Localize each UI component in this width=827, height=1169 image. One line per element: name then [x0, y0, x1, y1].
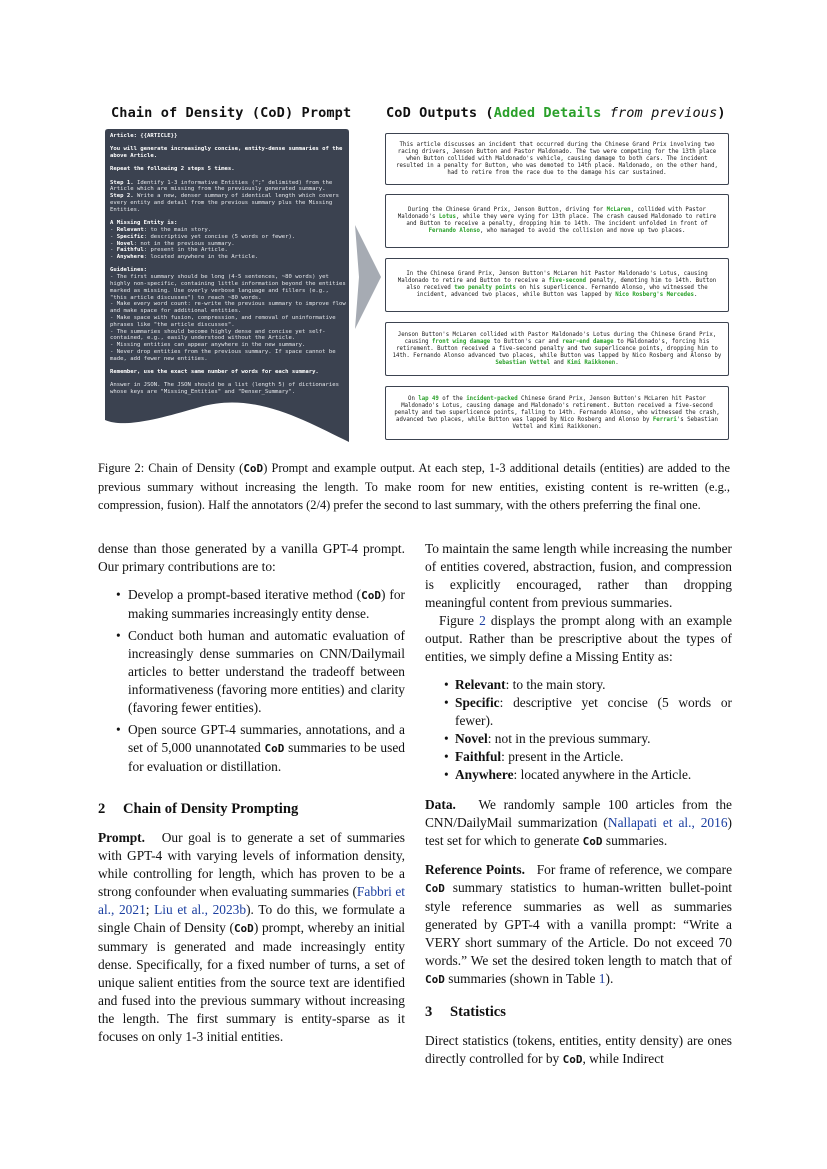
summary-text: and [550, 359, 568, 366]
prompt-missing-item: - Faithful: present in the Article. [110, 247, 228, 254]
list-item: • Relevant: to the main story. [425, 676, 732, 694]
prompt-step-2: Step 2. Write a new, denser summary of identical length which covers every entity and detail from the previous summary plus the Missing Entities. [110, 193, 340, 213]
outputs-panel-title [386, 105, 726, 121]
paragraph: Direct statistics (tokens, entities, entity density) are ones directly controlled for by CoD, while Indirect [425, 1033, 732, 1066]
summary-text: . [615, 359, 619, 366]
added-entity: Kimi Raikkonen [567, 359, 616, 366]
cod-output-5 [385, 386, 729, 440]
caption-code: CoD [243, 462, 264, 475]
paragraph: Reference Points. For frame of reference, we compare CoD summary statistics to human-written bullet-point style reference summaries as well as summaries generated by GPT-4 with a vanilla prompt: “Write a VERY short summary of the Article. Do not exceed 70 words.” We set the desired token length to match that of CoD summaries (shown in Table 1). [425, 862, 733, 986]
added-entity: incident-packed [466, 395, 518, 402]
added-entity: two penalty points [454, 285, 516, 291]
summary-text: Chinese Grand Prix, Jenson Button's McLaren hit Pastor Maldonado's Lotus, causing damage and Maldonado's retirement. Button received a five-second penalty and two superlicence points, falling to 14th. Fernando Alonso, who witnessed the crash, advanced two places, while Button was lapped by Nico Rosberg and Alonso by [394, 395, 720, 423]
summary-text: to Button's car and [490, 338, 563, 345]
list-item: • Novel: not in the previous summary. [425, 730, 732, 748]
summary-text: of the [438, 395, 467, 402]
prompt-guideline: - Never drop entities from the previous summary. If space cannot be made, add fewer new entities. [110, 349, 336, 362]
prompt-text [110, 133, 348, 403]
paragraph: dense than those generated by a vanilla GPT-4 prompt. Our primary contributions are to: [98, 541, 405, 574]
prompt-panel-title: Chain of Density (CoD) Prompt [111, 105, 352, 121]
summary-text: to Maldonado's, forcing his retirement. Button received a five-second penalty and two superlicence points, dropping him to 14th. Fernando Alonso advanced two places, while Button was lapped by Nico Rosberg and Alonso by [392, 338, 722, 359]
added-entity: Ferrari [652, 416, 677, 423]
contributions-list [98, 586, 405, 776]
summary-text: , while they were vying for 13th place. The crash caused Maldonado to retire and Button to receive a penalty, dropping him to 14th. The incident unfolded in front of [406, 214, 717, 227]
added-entity: front wing damage [432, 338, 491, 345]
paragraph: Prompt. Our goal is to generate a set of summaries with GPT-4 with varying levels of information density, while controlling for length, which has proven to be a strong confounder when evaluating summaries (Fabbri et al., 2021; Liu et al., 2023b). To do this, we formulate a single Chain of Density (CoD) prompt, whereby an initial summary is generated and made increasingly entity dense. Specifically, for a fixed number of turns, a set of unique salient entities from the source text are identified and fused into the previous summary without increasing the length. The first summary is entity-sparse as it focuses on only 1-3 initial entities. [98, 830, 406, 1044]
added-entity: Nico Rosberg's Mercedes [615, 292, 694, 298]
paragraph: To maintain the same length while increasing the number of entities covered, abstraction, fusion, and compression is explicitly encouraged, rather than dropping meaningful content from previous summaries. [425, 541, 732, 610]
outputs-title-from-previous: from previous [601, 105, 718, 121]
cod-output-text [392, 271, 722, 299]
missing-entity-list [425, 676, 732, 784]
summary-text: 's Sebastian Vettel and Kimi Raikkonen. [512, 416, 718, 430]
prompt-guidelines: Guidelines: - The first summary should be long (4-5 sentences, ~80 words) yet highly non-specific, containing little information beyond the entities marked as missing. Use overly verbose language and fillers (e.g., "this article discusses") to reach ~80 words. - Make every word count: re-write the previous summary to improve flow and make space for additional entities. - Make space with fusion, compression, and removal of uninformative phrases like "the article discusses". - The summaries should become highly dense and concise yet self-contained, e.g., easily understood without the Article. - Missing entities can appear anywhere in the new summary. - Never drop entities from the previous summary. If space cannot be made, add fewer new entities. [110, 267, 348, 362]
summary-text: Jenson Button's McLaren collided with Pastor Maldonado's Lotus during the Chinese Grand Prix, causing [397, 331, 717, 345]
summary-text: . [693, 292, 698, 298]
prompt-step-1: Step 1. Identify 1-3 informative Entities (";" delimited) from the Article which are missing from the previously generated summary. [110, 179, 333, 193]
prompt-guideline: - Make space with fusion, compression, and removal of uninformative phrases like "the article discusses". [110, 315, 336, 328]
added-entity: Sebastian Vettel [495, 359, 551, 366]
summary-text: on his superlicence. Fernando Alonso, who witnessed the incident, advanced two places, while Button was lapped by [416, 285, 708, 298]
cod-output-text [392, 396, 722, 431]
cod-output-3 [385, 258, 729, 312]
flow-arrow-icon [355, 225, 381, 329]
prompt-remember: Remember, use the exact same number of words for each summary. [110, 369, 319, 376]
list-item: • Faithful: present in the Article. [425, 748, 732, 766]
prompt-steps [110, 180, 348, 214]
prompt-missing-item: - Novel: not in the previous summary. [110, 240, 235, 247]
list-item: • Anywhere: located anywhere in the Article. [425, 766, 732, 784]
prompt-missing-item: - Anywhere: located anywhere in the Article. [110, 254, 259, 261]
prompt-intro: You will generate increasingly concise, entity-dense summaries of the above Article. [110, 146, 343, 160]
added-entity: lap 49 [418, 395, 439, 402]
prompt-missing-item: - Specific: descriptive yet concise (5 words or fewer). [110, 233, 296, 240]
list-item: • Specific: descriptive yet concise (5 words or fewer). [425, 694, 732, 730]
figure-caption: Figure 2: Chain of Density (CoD) Prompt and example output. At each step, 1-3 additional details (entities) are added to the previous summary without increasing the length. To make room for new entities, existing content is re-written (e.g., compression, fusion). Half the annotators (2/4) prefer the second to last summary, with the others preferring the final one. [98, 461, 730, 512]
figure-ref-link[interactable]: 2 [479, 613, 486, 628]
paragraph: Data. We randomly sample 100 articles from the CNN/DailyMail summarization (Nallapati et al., 2016) test set for which to generate CoD summaries. [425, 797, 732, 848]
prompt-answer: Answer in JSON. The JSON should be a list (length 5) of dictionaries whose keys are "Missing_Entities" and "Denser_Summary". [110, 382, 340, 396]
list-item: • Develop a prompt-based iterative method (CoD) for making summaries increasingly entity dense. [98, 586, 405, 623]
list-item: • Conduct both human and automatic evaluation of increasingly dense summaries on CNN/Dailymail articles to better understand the tradeoff between informativeness (favoring more entities) and clarity (favoring fewer entities). [98, 627, 405, 717]
cod-output-text [392, 142, 722, 177]
prompt-guideline: - The summaries should become highly dense and concise yet self-contained, e.g., easily understood without the Article. [110, 328, 326, 342]
added-entity: Lotus [438, 214, 456, 220]
added-entity: rear-end damage [562, 338, 614, 345]
cod-output-4 [385, 322, 729, 376]
prompt-guideline: - Missing entities can appear anywhere in the new summary. [110, 342, 306, 349]
prompt-missing-entity: A Missing Entity is: - Relevant: to the main story. - Specific: descriptive yet concise (5 words or fewer). - Novel: not in the previous summary. - Faithful: present in the Article. - Anywhere: located anywhere in the Article. [110, 220, 348, 261]
summary-text: , who managed to avoid the collision and move up two places. [479, 228, 686, 234]
section-heading: 2 Chain of Density Prompting [98, 801, 299, 817]
cod-output-text [392, 207, 722, 235]
prompt-repeat: Repeat the following 2 steps 5 times. [110, 166, 235, 173]
list-item: • Open source GPT-4 summaries, annotations, and a set of 5,000 unannotated CoD summaries to be used for evaluation or distillation. [98, 721, 405, 776]
summary-text: On [408, 395, 419, 402]
cod-output-2 [385, 194, 729, 248]
left-column [98, 540, 405, 1046]
prompt-missing-item: - Relevant: to the main story. [110, 226, 212, 233]
outputs-title-added-details: Added Details [493, 105, 602, 121]
summary-text: , collided with Pastor Maldonado's [397, 207, 706, 220]
citation-link[interactable]: Fabbri et al., 2021 [98, 884, 405, 917]
table-ref-link[interactable]: 1 [598, 971, 606, 986]
cod-output-text [392, 332, 722, 367]
prompt-guideline: - Make every word count: re-write the previous summary to improve flow and make space for additional entities. [110, 301, 346, 315]
section-heading: 3 Statistics [425, 1004, 506, 1020]
added-entity: Fernando Alonso [428, 228, 480, 234]
cod-output-1 [385, 133, 729, 185]
paragraph: Figure 2 displays the prompt along with an example output. Rather than be prescriptive about the types of entities, we simply define a Missing Entity as: [425, 613, 733, 664]
outputs-title-suffix: ) [717, 105, 726, 121]
prompt-article-line: Article: {{ARTICLE}} [110, 133, 178, 139]
prompt-panel [105, 129, 349, 442]
added-entity: five-second [548, 278, 587, 284]
summary-text: penalty, demoting him to 14th. Button also received [406, 278, 717, 291]
summary-text: This article discusses an incident that occurred during the Chinese Grand Prix involving two racing drivers, Jenson Button and Pastor Maldonado. The two were competing for the 13th place when Button collided with Maldonado's vehicle, causing damage to both cars. The incident resulted in a penalty for Button, who was demoted to 14th place. Maldonado, on the other hand, had to retire from the race due to the damage his car sustained. [396, 141, 718, 176]
summary-text: During the Chinese Grand Prix, Jenson Button, driving for [408, 207, 607, 213]
outputs-title-prefix: CoD Outputs ( [386, 105, 494, 121]
summary-text: In the Chinese Grand Prix, Jenson Button's McLaren hit Pastor Maldonado's Lotus, causing Maldonado to retire and Button to receive a [397, 271, 708, 284]
added-entity: McLaren [606, 207, 631, 213]
prompt-guideline: - The first summary should be long (4-5 sentences, ~80 words) yet highly non-specific, containing little information beyond the entities marked as missing. Use overly verbose language and fillers (e.g., "this article discusses") to reach ~80 words. [110, 274, 346, 301]
citation-link[interactable]: Nallapati et al., 2016 [607, 815, 728, 830]
citation-link[interactable]: Liu et al., 2023b [154, 902, 247, 917]
right-column [425, 540, 732, 1069]
